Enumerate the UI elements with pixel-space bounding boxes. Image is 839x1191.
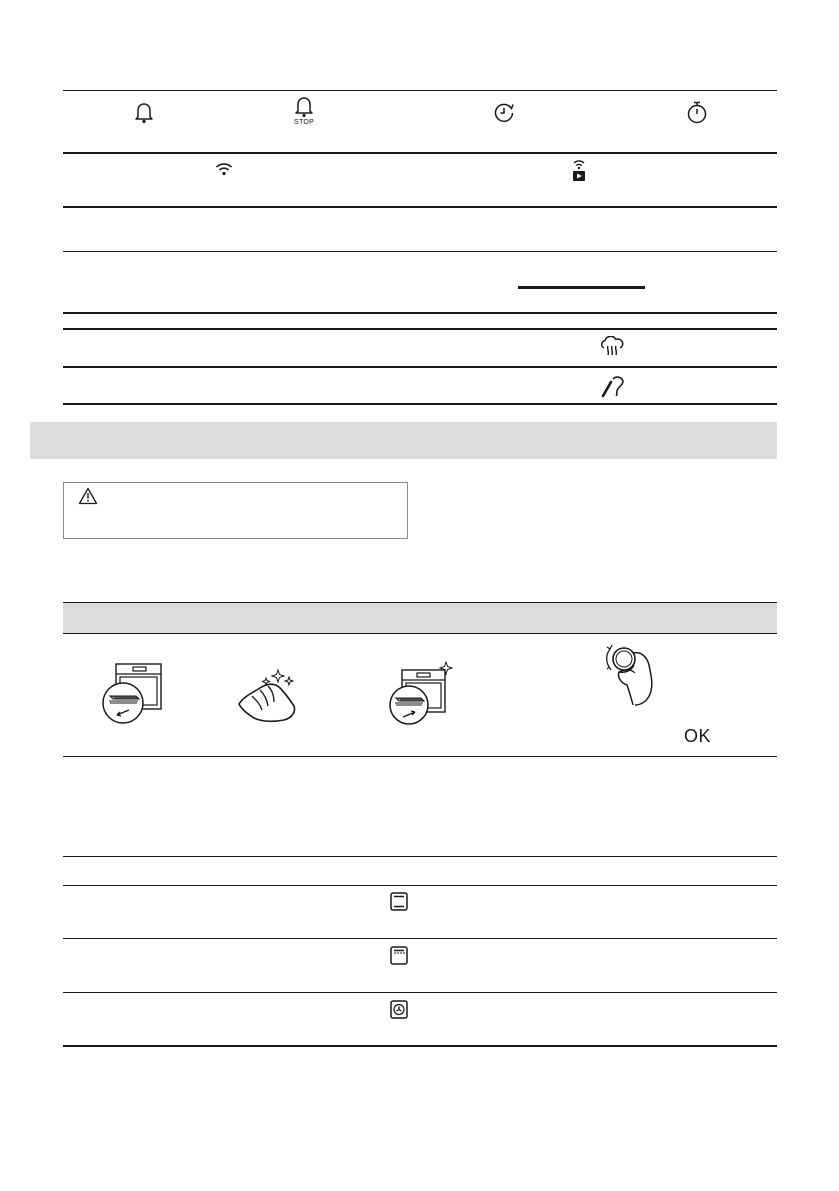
rotate-knob-icon <box>597 639 659 707</box>
row-divider <box>63 328 777 330</box>
row-divider <box>63 366 777 368</box>
bell-icon <box>134 100 154 124</box>
row-divider <box>63 312 777 314</box>
insert-accessories-icon <box>388 661 454 725</box>
row-divider <box>63 756 777 757</box>
level-bar <box>518 286 645 289</box>
row-divider <box>63 206 777 208</box>
steam-icon <box>599 336 625 358</box>
row-divider <box>63 938 777 939</box>
row-divider <box>63 885 777 886</box>
stop-label: STOP <box>294 119 315 126</box>
stopwatch-icon <box>686 100 708 125</box>
row-divider <box>63 856 777 857</box>
top-heat-icon <box>390 946 408 965</box>
table-bottom-rule <box>63 1045 777 1047</box>
row-divider <box>63 992 777 993</box>
row-divider <box>63 152 777 154</box>
procedure-table-header <box>63 602 777 634</box>
warning-box <box>63 482 408 539</box>
wifi-icon <box>215 162 233 176</box>
food-probe-icon <box>601 372 627 398</box>
ok-label: OK <box>684 726 712 746</box>
table-bottom-rule <box>63 403 777 405</box>
table-top-rule <box>63 90 777 91</box>
bell-stop-icon <box>294 96 314 118</box>
clock-refresh-icon <box>493 102 515 124</box>
remote-start-icon <box>572 158 586 182</box>
warning-triangle-icon <box>78 487 98 505</box>
clean-cloth-icon <box>234 666 304 726</box>
fan-heat-icon <box>390 1000 408 1019</box>
conventional-heat-icon <box>390 892 408 911</box>
section-heading-bar <box>30 422 777 459</box>
row-divider <box>63 251 777 252</box>
remove-accessories-icon <box>102 663 164 725</box>
